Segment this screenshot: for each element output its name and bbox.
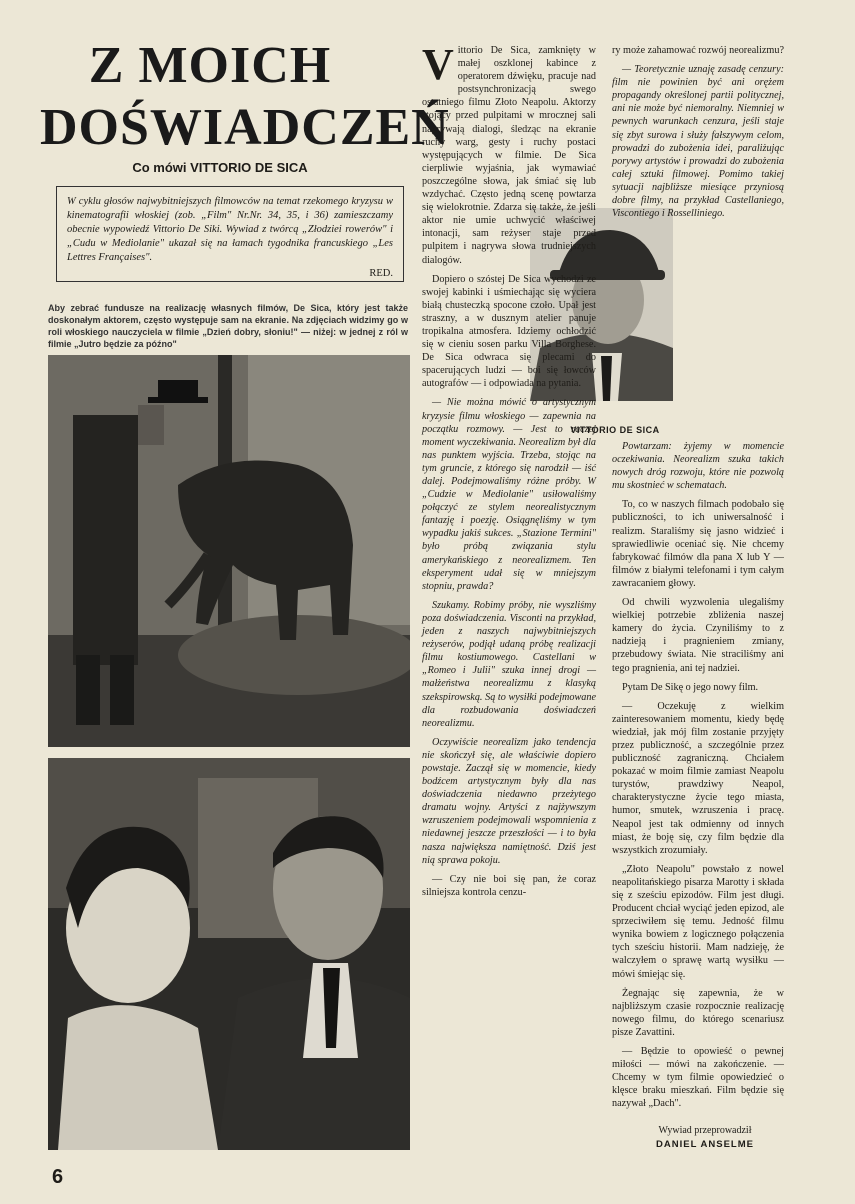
paragraph: Oczywiście neorealizm jako tendencja nie skończył się, ale właściwie dopiero powstaje. Zaczął się w momencie, kiedy bodźcem artystycznym były dla nas doświadczenia niedawno przeżytego dramatu wojny. Artyści z najżywszym wzruszeniem podejmowali wspomnienia z niedawnej jeszcze przeszłości — i to była nasza największa namiętność. Dziś jest nią sprawa pokoju.: [422, 736, 596, 866]
portrait-caption: VITTORIO DE SICA: [570, 425, 660, 435]
paragraph: Pytam De Sikę o jego nowy film.: [622, 681, 759, 693]
couple-scene-image: [48, 758, 410, 1150]
elephant-scene-photo: [48, 355, 410, 747]
paragraph: Dopiero o szóstej De Sica wychodzi ze swojej kabinki i uśmiechając się wyciera białą chusteczką spocone czoło. Upał jest straszny, a w dusznym atelier panuje tropikalna atmosfera. Idziemy ochłodzić się w cieniu sosen parku Villa Borghese. De Sica odwraca się plecami do spacerujących ludzi — boi się łowców autografów — i odpowiada na pytania.: [422, 273, 596, 390]
paragraph: — Będzie to opowieść o pewnej miłości — mówi na zakończenie. — Chcemy w tym filmie opowiedzieć o klęsce braku mieszkań. Film będzie się nazywał „Dach".: [612, 1046, 784, 1110]
paragraph: To, co w naszych filmach podobało się publiczności, to ich uniwersalność i realizm. Staraliśmy się jasno widzieć i sprawiedliwie oceniać się. Nie chcemy fabrykować filmów dla pana X lub Y — filmów z białymi telefonami i tym całym zawracaniem głowy.: [612, 499, 784, 589]
page-number: 6: [52, 1166, 64, 1188]
couple-scene-photo: [48, 758, 410, 1150]
paragraph: Od chwili wyzwolenia ulegaliśmy wielkiej potrzebie zbliżenia naszej kamery do życia. Czyniliśmy to z nadzieją i pragnieniem zmiany, przebudowy świata. Nie straciliśmy ani tego pragnienia, ani tej nadziei.: [612, 597, 784, 674]
photo-caption: Aby zebrać fundusze na realizację własnych filmów, De Sica, który jest także doskonałym aktorem, często występuje sam na ekranie. Na zdjęciach widzimy go w roli włoskiego nauczyciela w filmie „Dzień dobry, słoniu!" — niżej: w jednej z ról w filmie „Jutro będzie za późno": [48, 303, 408, 349]
paragraph: Żegnając się zapewnia, że w najbliższym czasie rozpocznie realizację nowego filmu, do którego scenariusz pisze Zavattini.: [612, 987, 784, 1038]
article-column-2-top: [612, 44, 784, 220]
intro-text: W cyklu głosów najwybitniejszych filmowców na temat rzekomego kryzysu w kinematografii włoskiej (zob. „Film" Nr.Nr. 34, 35, i 36) zamieszczamy obecnie wypowiedź Vittorio De Siki. Wywiad z twórcą „Złodziei rowerów" i „Cudu w Mediolanie" ukazał się na łamach tygodnika francuskiego „Les Lettres Françaises".: [67, 196, 393, 263]
elephant-scene-image: [48, 355, 410, 747]
paragraph: ry może zahamować rozwój neorealizmu?: [612, 45, 784, 56]
article-column-2: [612, 440, 784, 1117]
page-title-line2: DOŚWIADCZEŃ: [40, 99, 450, 156]
page-title-line1: Z MOICH: [88, 37, 332, 94]
paragraph: Vittorio De Sica, zamknięty w małej oszklonej kabince z operatorem dźwięku, pracuje nad postsynchronizacją swego ostatniego filmu Złoto Neapolu. Aktorzy stojący przed pulpitami w mrocznej sali nagrywają dialogi, śledząc na ekranie ruchy warg, gesty i ruchy postaci występujących w filmie. De Sica cierpliwie wyjaśnia, jak wymawiać poszczególne słowa, jak śmiać się lub wzdychać. Często jedną scenę powtarza się wielokrotnie. Zdarza się także, że jeśli aktor nie umie uchwycić właściwej intonacji, sam reżyser staje przed pulpitem i nagrywa słowa trudniejszych dialogów.: [422, 40, 596, 266]
page-subtitle: Co mówi VITTORIO DE SICA: [132, 160, 308, 175]
dropcap-letter: V: [422, 40, 454, 89]
paragraph: — Teoretycznie uznaję zasadę cenzury: film nie powinien być ani orężem propagandy określonej partii politycznej, ani nie może być niemoralny. Niemniej w pewnych warunkach cenzura, jeśli staje się zbyt surowa i służy fałszywym celom, prowadzi do zubożenia idei, paraliżując porywy artystów i prowadzi do zubożenia całej sztuki filmowej. Pomimo takiej sytuacji najbliższe miesiące przyniosą dobre filmy, na przykład Castellaniego, Viscontiego i Rosselliniego.: [612, 64, 784, 220]
credit-name: DANIEL ANSELME: [656, 1139, 754, 1150]
paragraph: — Oczekuję z wielkim zainteresowaniem momentu, kiedy będę wiedział, jak mój film zostanie przyjęty przez publiczność, a szczególnie przez publiczność zagraniczną. Chciałem pokazać w moim filmie zamiast Neapolu turystów, prawdziwy Neapol, charakterystyczne życie tego miasta, humor, smutek, wzruszenia i pracę. Neapol jest tak odmienny od innych miast, że boję się, czy film będzie dla wszystkich zrozumiały.: [612, 700, 784, 856]
paragraph: — Nie można mówić o artystycznym kryzysie filmu włoskiego — zapewnia na początku rozmowy. — Jest to raczej moment wyczekiwania. Neorealizm był dla nas punktem wyjścia. Trzeba, stojąc na tym gruncie, z którego się narodził — iść dalej. Podejmowaliśmy różne próby. W „Cudzie w Mediolanie" usiłowaliśmy połączyć ze stylem neorealistycznym fantazję i poezję. Osiągnęliśmy w tym wypadku jakiś sukces. „Stazione Termini" było próbą związania stylu amerykańskiego z neorealizmem. Ten eksperyment udał się w mniejszym stopniu, prawda?: [422, 397, 596, 592]
interview-credit: [600, 1124, 810, 1152]
paragraph: — Czy nie boi się pan, że coraz silniejsza kontrola cenzu-: [422, 873, 596, 898]
paragraph: Powtarzam: żyjemy w momencie oczekiwania. Neorealizm szuka takich nowych dróg rozwoju, które nie pozwolą mu skostnieć w schematach.: [612, 441, 784, 492]
intro-box: [56, 186, 404, 282]
paragraph: Szukamy. Robimy próby, nie wyszliśmy poza doświadczenia. Visconti na przykład, jeden z naszych najwybitniejszych reżyserów, podjął udaną próbę realizacji filmu kostiumowego. Castellani w „Romeo i Julii" szuka innej drogi — małżeństwa neorealizmu z klasyką szekspirowską. Są to wysiłki podejmowane dla rozbudowania doświadczeń neorealizmu.: [422, 599, 596, 729]
intro-signature: RED.: [369, 268, 393, 279]
article-column-1: [422, 40, 596, 905]
credit-line: Wywiad przeprowadził: [658, 1125, 752, 1136]
paragraph: „Złoto Neapolu" powstało z nowel neapolitańskiego pisarza Marotty i składa się z sześciu epizodów. Film jest długi. Producent chciał wyciąć jeden epizod, ale sprzeciwiłem się temu. Jedność filmu wynika bowiem z logicznego połączenia tych sześciu historii. Mam nadzieję, że walczyłem o sprawę wartą wysiłku — mówi śmiejąc się.: [612, 863, 784, 980]
